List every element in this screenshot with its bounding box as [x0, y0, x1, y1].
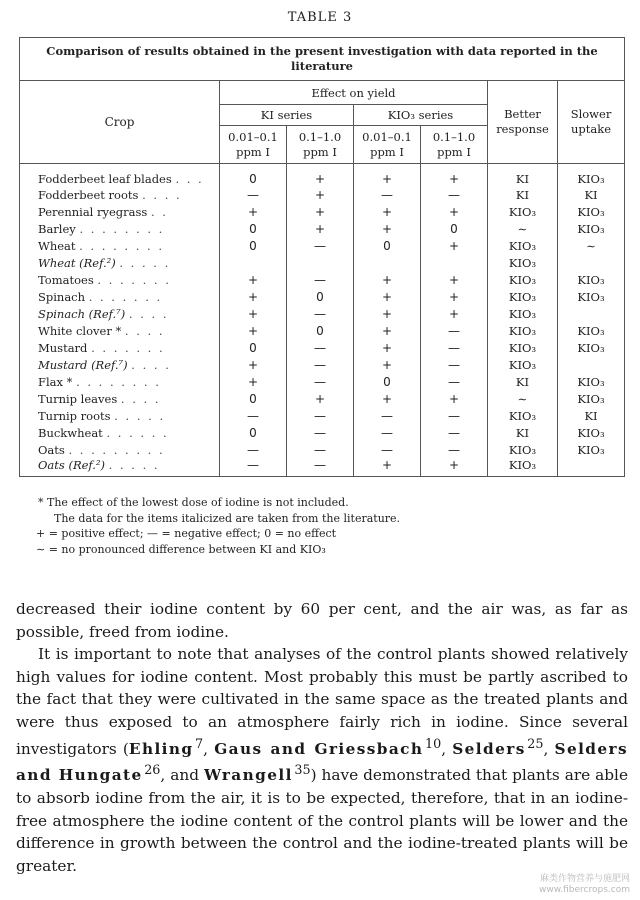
slower-uptake-cell: KIO₃	[558, 441, 625, 458]
crop-name: Tomatoes	[38, 272, 94, 287]
ki-high-cell: —	[287, 458, 354, 477]
ki-low-cell: —	[220, 441, 287, 458]
header-kio3-dose-high: 0.1–1.0 ppm I	[421, 126, 488, 164]
crop-name: Fodderbeet leaf blades	[38, 172, 172, 186]
crop-cell	[20, 441, 220, 458]
kio3-low-cell: +	[354, 220, 421, 237]
leader-dots: . . . .	[128, 306, 169, 321]
ki-high-cell: —	[287, 271, 354, 288]
kio3-high-cell: —	[421, 373, 488, 390]
leader-dots: . .	[151, 204, 168, 219]
leader-dots: . . . . .	[119, 255, 171, 270]
crop-name: White clover *	[38, 323, 122, 338]
slower-uptake-cell: KIO₃	[558, 424, 625, 441]
kio3-high-cell: +	[421, 164, 488, 187]
kio3-low-cell: +	[354, 271, 421, 288]
table-row	[20, 322, 625, 339]
slower-uptake-cell	[558, 305, 625, 322]
crop-name: Wheat (Ref.²)	[38, 255, 116, 270]
slower-uptake-cell: KIO₃	[558, 288, 625, 305]
header-better-response: Better response	[488, 81, 558, 164]
ki-high-cell: +	[287, 186, 354, 203]
table-row	[20, 288, 625, 305]
table-row	[20, 390, 625, 407]
ki-low-cell: +	[220, 305, 287, 322]
header-slower-uptake: Slower uptake	[558, 81, 625, 164]
leader-dots: . . . . .	[114, 408, 166, 423]
table-row	[20, 407, 625, 424]
crop-name: Flax *	[38, 374, 73, 389]
crop-name: Buckwheat	[38, 425, 103, 440]
citation-ehling: Ehling	[128, 739, 194, 758]
kio3-low-cell: +	[354, 203, 421, 220]
ki-high-cell: —	[287, 441, 354, 458]
ki-high-cell: 0	[287, 288, 354, 305]
leader-dots: . . . . . . .	[88, 289, 163, 304]
kio3-high-cell: —	[421, 356, 488, 373]
paragraph-2-end: have demonstrated that plants are able to absorb iodine from the air, it is to be expected, therefore, that in an iodine-free atmosphere the iodine content of the control plants will be lower and the difference in growth between the control and the iodine-treated plants will be greater.	[16, 766, 628, 875]
ki-high-cell: —	[287, 305, 354, 322]
kio3-high-cell: —	[421, 407, 488, 424]
crop-name: Barley	[38, 221, 76, 236]
leader-dots: . . .	[175, 172, 204, 186]
better-response-cell: KI	[488, 373, 558, 390]
better-response-cell: KIO₃	[488, 356, 558, 373]
crop-cell	[20, 186, 220, 203]
crop-name: Turnip roots	[38, 408, 111, 423]
ki-high-cell	[287, 254, 354, 271]
kio3-high-cell: +	[421, 203, 488, 220]
kio3-low-cell: +	[354, 288, 421, 305]
better-response-cell: KIO₃	[488, 203, 558, 220]
table-label: TABLE 3	[287, 10, 353, 25]
crop-name: Oats	[38, 442, 65, 457]
header-kio3-series: KIO₃ series	[354, 105, 488, 126]
ki-low-cell: +	[220, 271, 287, 288]
kio3-high-cell: +	[421, 458, 488, 477]
results-table	[19, 37, 625, 477]
crop-name: Spinach (Ref.⁷)	[38, 306, 126, 321]
crop-cell	[20, 237, 220, 254]
kio3-low-cell: —	[354, 407, 421, 424]
kio3-high-cell: —	[421, 424, 488, 441]
header-ki-dose-low: 0.01–0.1 ppm I	[220, 126, 287, 164]
table-row	[20, 424, 625, 441]
leader-dots: . . . .	[120, 391, 161, 406]
crop-cell	[20, 220, 220, 237]
better-response-cell: KIO₃	[488, 271, 558, 288]
note-tilde: ∼ = no pronounced difference between KI and KIO₃	[36, 542, 326, 556]
better-response-cell: ∼	[488, 220, 558, 237]
table-row	[20, 356, 625, 373]
kio3-high-cell: 0	[421, 220, 488, 237]
slower-uptake-cell: KI	[558, 407, 625, 424]
ki-low-cell: 0	[220, 237, 287, 254]
citation-selders-hungate: Selders and Hungate	[16, 739, 629, 785]
note-asterisk: * The effect of the lowest dose of iodine is not included.	[38, 496, 349, 509]
slower-uptake-cell	[558, 254, 625, 271]
leader-dots: . . . . . . .	[91, 340, 165, 355]
ki-low-cell: 0	[220, 220, 287, 237]
slower-uptake-cell: KI	[558, 186, 625, 203]
crop-name: Mustard	[38, 340, 88, 355]
better-response-cell: KIO₃	[488, 237, 558, 254]
ki-high-cell: —	[287, 356, 354, 373]
kio3-low-cell: +	[354, 164, 421, 187]
better-response-cell: KIO₃	[488, 322, 558, 339]
citation-selders-hungate-number: 26	[144, 763, 161, 779]
crop-cell	[20, 407, 220, 424]
header-kio3-dose-low: 0.01–0.1 ppm I	[354, 126, 421, 164]
kio3-low-cell: 0	[354, 237, 421, 254]
ki-low-cell: —	[220, 458, 287, 477]
better-response-cell: ∼	[488, 390, 558, 407]
kio3-low-cell: +	[354, 390, 421, 407]
table-row	[20, 164, 625, 187]
header-ki-series: KI series	[220, 105, 354, 126]
slower-uptake-cell: KIO₃	[558, 322, 625, 339]
kio3-low-cell	[354, 254, 421, 271]
crop-cell	[20, 254, 220, 271]
ki-low-cell: —	[220, 186, 287, 203]
table-row	[20, 186, 625, 203]
leader-dots: . . . . .	[108, 458, 160, 472]
kio3-high-cell	[421, 254, 488, 271]
ki-high-cell: +	[287, 220, 354, 237]
ki-low-cell: +	[220, 322, 287, 339]
body-text	[16, 598, 628, 877]
leader-dots: . . . .	[124, 323, 165, 338]
crop-cell	[20, 164, 220, 187]
crop-cell	[20, 322, 220, 339]
ki-low-cell: —	[220, 407, 287, 424]
better-response-cell: KI	[488, 424, 558, 441]
ki-low-cell: +	[220, 373, 287, 390]
crop-cell	[20, 288, 220, 305]
citation-gaus-griessbach-number: 10	[424, 736, 442, 752]
header-ki-dose-high: 0.1–1.0 ppm I	[287, 126, 354, 164]
kio3-low-cell: —	[354, 441, 421, 458]
crop-name: Mustard (Ref.⁷)	[38, 357, 128, 372]
watermark-line-2: www.fibercrops.com	[539, 885, 630, 895]
ki-high-cell: +	[287, 203, 354, 220]
ki-low-cell	[220, 254, 287, 271]
watermark-line-1: 麻类作物营养与施肥网	[539, 874, 630, 884]
note-symbols: + = positive effect; — = negative effect; 0 = no effect	[36, 527, 337, 540]
table-row	[20, 305, 625, 322]
kio3-low-cell: +	[354, 458, 421, 477]
slower-uptake-cell: KIO₃	[558, 164, 625, 187]
better-response-cell: KIO₃	[488, 441, 558, 458]
kio3-high-cell: —	[421, 441, 488, 458]
citation-gaus-griessbach: Gaus and Griessbach	[214, 739, 424, 758]
kio3-low-cell: +	[354, 356, 421, 373]
kio3-high-cell: +	[421, 237, 488, 254]
table-row	[20, 441, 625, 458]
leader-dots: . . . . . . . .	[76, 374, 161, 389]
citation-selders-number: 25	[527, 736, 544, 752]
ki-low-cell: +	[220, 288, 287, 305]
crop-cell	[20, 458, 220, 477]
leader-dots: . . . . . . . . .	[68, 442, 165, 457]
ki-high-cell: —	[287, 373, 354, 390]
citation-wrangell-number: 35	[294, 763, 311, 779]
crop-cell	[20, 373, 220, 390]
better-response-cell: KIO₃	[488, 254, 558, 271]
better-response-cell: KIO₃	[488, 305, 558, 322]
crop-name: Spinach	[38, 289, 86, 304]
crop-cell	[20, 203, 220, 220]
ki-high-cell: —	[287, 407, 354, 424]
paragraph-2: It is important to note that analyses of the control plants showed relatively high values for iodine content. Most probably this must be partly ascribed to the fact that they were cultivated in the same space as the treated plants and were thus exposed to an atmosphere fairly rich in iodine. Since several investigators (Ehling $^7$, Gaus and Griessbach $^{10}$, Selders $^{25}$, Selders and Hungate $^{26}$, and Wrangell $^{35}$) have demonstrated that plants are able to absorb iodine from the air, it is to be expected, therefore, that in an iodine-free atmosphere the iodine content of the control plants will be lower and the difference in growth between the control and the iodine-treated plants will be greater.	[16, 645, 629, 875]
kio3-low-cell: +	[354, 339, 421, 356]
slower-uptake-cell	[558, 458, 625, 477]
table-row	[20, 458, 625, 477]
note-italics: The data for the items italicized are taken from the literature.	[54, 511, 401, 525]
leader-dots: . . . . . . . .	[79, 221, 165, 236]
citation-selders: Selders	[452, 739, 526, 758]
crop-cell	[20, 356, 220, 373]
kio3-high-cell: +	[421, 271, 488, 288]
paragraph-1: decreased their iodine content by 60 per cent, and the air was, as far as possible, freed from iodine.	[16, 600, 628, 641]
crop-cell	[20, 339, 220, 356]
table-row	[20, 271, 625, 288]
leader-dots: . . . .	[142, 187, 182, 202]
slower-uptake-cell: KIO₃	[558, 339, 625, 356]
better-response-cell: KI	[488, 186, 558, 203]
kio3-low-cell: —	[354, 186, 421, 203]
slower-uptake-cell: KIO₃	[558, 203, 625, 220]
citation-wrangell: Wrangell	[203, 766, 293, 785]
kio3-high-cell: —	[421, 322, 488, 339]
slower-uptake-cell	[558, 356, 625, 373]
table-body	[20, 164, 625, 477]
table-row	[20, 203, 625, 220]
table-row	[20, 339, 625, 356]
table-caption: Comparison of results obtained in the present investigation with data reported in the literature	[20, 38, 625, 81]
slower-uptake-cell: KIO₃	[558, 220, 625, 237]
table-row	[20, 373, 625, 390]
slower-uptake-cell: KIO₃	[558, 373, 625, 390]
table-row	[20, 254, 625, 271]
leader-dots: . . . . . .	[106, 425, 169, 440]
kio3-low-cell: 0	[354, 373, 421, 390]
ki-low-cell: 0	[220, 390, 287, 407]
crop-cell	[20, 271, 220, 288]
kio3-low-cell: +	[354, 305, 421, 322]
table-row	[20, 220, 625, 237]
ki-high-cell: 0	[287, 322, 354, 339]
slower-uptake-cell: ∼	[558, 237, 625, 254]
kio3-high-cell: —	[421, 186, 488, 203]
crop-name: Fodderbeet roots	[38, 187, 139, 202]
ki-high-cell: —	[287, 339, 354, 356]
leader-dots: . . . .	[131, 357, 171, 372]
better-response-cell: KIO₃	[488, 339, 558, 356]
kio3-high-cell: +	[421, 390, 488, 407]
ki-high-cell: —	[287, 237, 354, 254]
ki-high-cell: +	[287, 164, 354, 187]
crop-cell	[20, 424, 220, 441]
ki-low-cell: 0	[220, 339, 287, 356]
better-response-cell: KI	[488, 164, 558, 187]
better-response-cell: KIO₃	[488, 458, 558, 477]
table-row	[20, 237, 625, 254]
crop-name: Oats (Ref.²)	[38, 458, 106, 472]
better-response-cell: KIO₃	[488, 288, 558, 305]
leader-dots: . . . . . . . .	[79, 238, 165, 253]
ki-low-cell: 0	[220, 424, 287, 441]
ki-high-cell: +	[287, 390, 354, 407]
watermark	[539, 874, 630, 896]
leader-dots: . . . . . . .	[97, 272, 171, 287]
table-notes	[36, 495, 616, 557]
slower-uptake-cell: KIO₃	[558, 271, 625, 288]
kio3-high-cell: +	[421, 288, 488, 305]
kio3-low-cell: —	[354, 424, 421, 441]
slower-uptake-cell: KIO₃	[558, 390, 625, 407]
better-response-cell: KIO₃	[488, 407, 558, 424]
crop-cell	[20, 305, 220, 322]
ki-high-cell: —	[287, 424, 354, 441]
header-crop: Crop	[20, 81, 220, 164]
crop-cell	[20, 390, 220, 407]
kio3-low-cell: +	[354, 322, 421, 339]
paragraph-2-start: It is important to note that analyses of the control plants showed relatively high values for iodine content. Most probably this must be partly ascribed to the fact that they were cultivated in the same space as the treated plants and were thus exposed to an atmosphere fairly rich in iodine. Since several investigators (	[16, 645, 628, 758]
header-effect-on-yield: Effect on yield	[220, 81, 488, 105]
kio3-high-cell: +	[421, 305, 488, 322]
kio3-high-cell: —	[421, 339, 488, 356]
ki-low-cell: +	[220, 203, 287, 220]
crop-name: Turnip leaves	[38, 391, 118, 406]
ki-low-cell: +	[220, 356, 287, 373]
citation-ehling-number: 7	[195, 736, 204, 752]
ki-low-cell: 0	[220, 164, 287, 187]
crop-name: Wheat	[38, 238, 76, 253]
crop-name: Perennial ryegrass	[38, 204, 148, 219]
